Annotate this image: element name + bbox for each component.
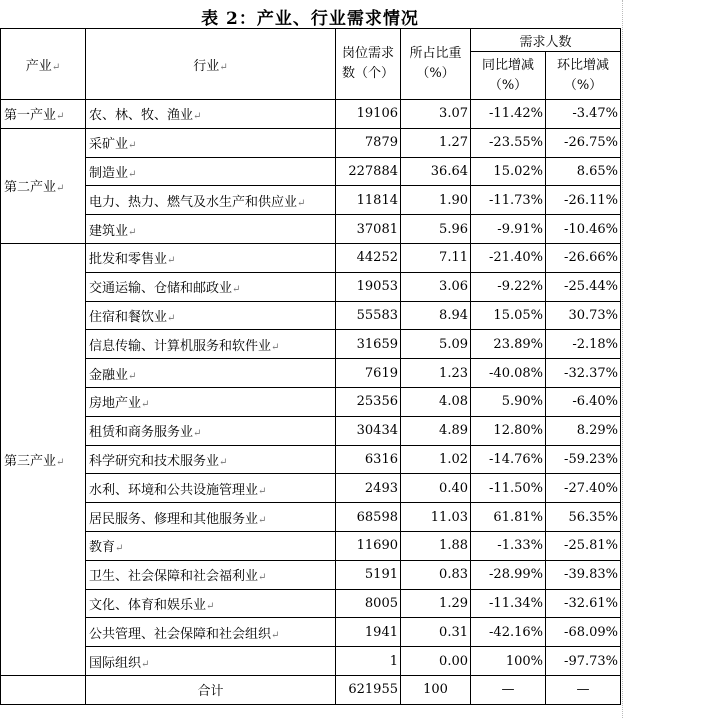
share-cell: 4.89 [401, 416, 471, 445]
mom-cell: 8.29% [546, 416, 621, 445]
table-title: 表 2：产业、行业需求情况 [201, 9, 419, 29]
industry-cell: 第二产业↵ [1, 128, 86, 243]
share-cell: 5.96 [401, 215, 471, 244]
table-row [1, 301, 621, 330]
share-cell: 1.88 [401, 531, 471, 560]
table-row [1, 647, 621, 676]
table-row [1, 128, 621, 157]
yoy-cell: 15.02% [471, 157, 546, 186]
sector-cell: 居民服务、修理和其他服务业↵ [86, 503, 336, 532]
yoy-cell: -9.91% [471, 215, 546, 244]
demand-cell: 31659 [336, 330, 401, 359]
mom-cell: -32.61% [546, 589, 621, 618]
sector-cell: 国际组织↵ [86, 647, 336, 676]
demand-cell: 30434 [336, 416, 401, 445]
sector-cell: 制造业↵ [86, 157, 336, 186]
mom-cell: -26.11% [546, 186, 621, 215]
total-share: 100 [401, 675, 471, 704]
yoy-cell: -21.40% [471, 243, 546, 272]
yoy-cell: 15.05% [471, 301, 546, 330]
mom-cell: -6.40% [546, 387, 621, 416]
page-margin-guide [622, 0, 624, 718]
table-row [1, 474, 621, 503]
share-cell: 1.29 [401, 589, 471, 618]
share-cell: 0.40 [401, 474, 471, 503]
yoy-cell: 61.81% [471, 503, 546, 532]
share-cell: 1.23 [401, 359, 471, 388]
table-row [1, 387, 621, 416]
share-cell: 0.83 [401, 560, 471, 589]
demand-cell: 1 [336, 647, 401, 676]
mom-cell: -26.75% [546, 128, 621, 157]
share-cell: 5.09 [401, 330, 471, 359]
sector-cell: 交通运输、仓储和邮政业↵ [86, 272, 336, 301]
sector-cell: 电力、热力、燃气及水生产和供应业↵ [86, 186, 336, 215]
share-cell: 1.27 [401, 128, 471, 157]
sector-cell: 信息传输、计算机服务和软件业↵ [86, 330, 336, 359]
total-label: 合计 [86, 675, 336, 704]
header-yoy: 同比增减（%） [471, 52, 546, 100]
yoy-cell: 23.89% [471, 330, 546, 359]
header-demand: 岗位需求数（个） [336, 29, 401, 100]
sector-cell: 批发和零售业↵ [86, 243, 336, 272]
demand-cell: 25356 [336, 387, 401, 416]
yoy-cell: -11.50% [471, 474, 546, 503]
demand-cell: 5191 [336, 560, 401, 589]
total-mom: — [546, 675, 621, 704]
table-row [1, 215, 621, 244]
share-cell: 3.07 [401, 100, 471, 129]
yoy-cell: -42.16% [471, 618, 546, 647]
table-row [1, 531, 621, 560]
table-row [1, 359, 621, 388]
mom-cell: -59.23% [546, 445, 621, 474]
demand-cell: 68598 [336, 503, 401, 532]
sector-cell: 租赁和商务服务业↵ [86, 416, 336, 445]
yoy-cell: -11.34% [471, 589, 546, 618]
yoy-cell: -40.08% [471, 359, 546, 388]
yoy-cell: -11.73% [471, 186, 546, 215]
demand-cell: 1941 [336, 618, 401, 647]
table-row [1, 416, 621, 445]
mom-cell: 30.73% [546, 301, 621, 330]
table-row [1, 560, 621, 589]
demand-cell: 55583 [336, 301, 401, 330]
yoy-cell: 100% [471, 647, 546, 676]
table-row [1, 445, 621, 474]
total-yoy: — [471, 675, 546, 704]
share-cell: 4.08 [401, 387, 471, 416]
industry-cell: 第三产业↵ [1, 243, 86, 675]
table-row [1, 243, 621, 272]
mom-cell: -2.18% [546, 330, 621, 359]
sector-cell: 采矿业↵ [86, 128, 336, 157]
table-row [1, 503, 621, 532]
table-row [1, 589, 621, 618]
total-blank-cell [1, 675, 86, 704]
share-cell: 7.11 [401, 243, 471, 272]
yoy-cell: -14.76% [471, 445, 546, 474]
header-row-top [1, 29, 621, 52]
sector-cell: 房地产业↵ [86, 387, 336, 416]
industry-cell: 第一产业↵ [1, 100, 86, 129]
header-group: 需求人数 [471, 29, 621, 52]
table-row [1, 330, 621, 359]
share-cell: 0.31 [401, 618, 471, 647]
table-row [1, 186, 621, 215]
demand-cell: 227884 [336, 157, 401, 186]
sector-cell: 卫生、社会保障和社会福利业↵ [86, 560, 336, 589]
mom-cell: -26.66% [546, 243, 621, 272]
header-industry: 产业↵ [1, 29, 86, 100]
mom-cell: -3.47% [546, 100, 621, 129]
sector-cell: 教育↵ [86, 531, 336, 560]
share-cell: 1.02 [401, 445, 471, 474]
sector-cell: 科学研究和技术服务业↵ [86, 445, 336, 474]
demand-cell: 11690 [336, 531, 401, 560]
mom-cell: -39.83% [546, 560, 621, 589]
yoy-cell: 12.80% [471, 416, 546, 445]
mom-cell: -97.73% [546, 647, 621, 676]
share-cell: 1.90 [401, 186, 471, 215]
header-share: 所占比重（%） [401, 29, 471, 100]
mom-cell: -27.40% [546, 474, 621, 503]
yoy-cell: -11.42% [471, 100, 546, 129]
sector-cell: 建筑业↵ [86, 215, 336, 244]
yoy-cell: -23.55% [471, 128, 546, 157]
demand-cell: 2493 [336, 474, 401, 503]
table-row [1, 157, 621, 186]
share-cell: 11.03 [401, 503, 471, 532]
demand-cell: 19053 [336, 272, 401, 301]
mom-cell: 56.35% [546, 503, 621, 532]
yoy-cell: -1.33% [471, 531, 546, 560]
table-row [1, 618, 621, 647]
table-row [1, 100, 621, 129]
demand-cell: 7619 [336, 359, 401, 388]
mom-cell: -25.44% [546, 272, 621, 301]
total-row [1, 675, 621, 704]
sector-cell: 住宿和餐饮业↵ [86, 301, 336, 330]
sector-cell: 水利、环境和公共设施管理业↵ [86, 474, 336, 503]
demand-cell: 8005 [336, 589, 401, 618]
yoy-cell: -28.99% [471, 560, 546, 589]
demand-cell: 19106 [336, 100, 401, 129]
demand-cell: 6316 [336, 445, 401, 474]
sector-cell: 文化、体育和娱乐业↵ [86, 589, 336, 618]
yoy-cell: -9.22% [471, 272, 546, 301]
demand-cell: 37081 [336, 215, 401, 244]
mom-cell: 8.65% [546, 157, 621, 186]
share-cell: 8.94 [401, 301, 471, 330]
sector-cell: 公共管理、社会保障和社会组织↵ [86, 618, 336, 647]
share-cell: 0.00 [401, 647, 471, 676]
sector-cell: 农、林、牧、渔业↵ [86, 100, 336, 129]
header-mom: 环比增减（%） [546, 52, 621, 100]
share-cell: 36.64 [401, 157, 471, 186]
mom-cell: -25.81% [546, 531, 621, 560]
share-cell: 3.06 [401, 272, 471, 301]
total-demand: 621955 [336, 675, 401, 704]
demand-cell: 7879 [336, 128, 401, 157]
demand-cell: 11814 [336, 186, 401, 215]
table-row [1, 272, 621, 301]
industry-demand-table [0, 28, 621, 705]
header-sector: 行业↵ [86, 29, 336, 100]
yoy-cell: 5.90% [471, 387, 546, 416]
sector-cell: 金融业↵ [86, 359, 336, 388]
demand-cell: 44252 [336, 243, 401, 272]
mom-cell: -32.37% [546, 359, 621, 388]
mom-cell: -10.46% [546, 215, 621, 244]
mom-cell: -68.09% [546, 618, 621, 647]
